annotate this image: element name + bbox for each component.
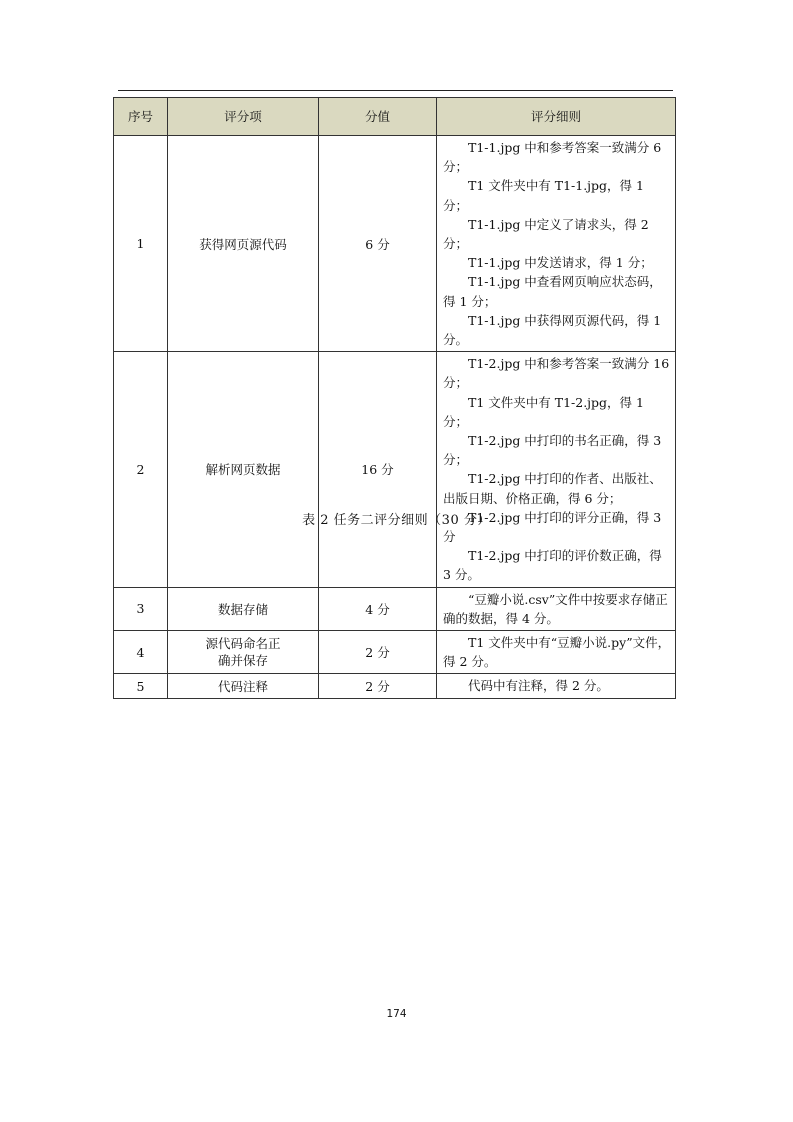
row-item: 获得网页源代码: [168, 136, 319, 352]
rule-line: T1-2.jpg 中和参考答案一致满分 16 分；: [443, 356, 670, 391]
rule-line: T1-2.jpg 中打印的书名正确，得 3 分；: [443, 433, 662, 468]
row-rules: [437, 631, 676, 674]
scoring-table: [113, 97, 676, 699]
rule-line: T1-2.jpg 中打印的评价数正确，得 3 分。: [443, 548, 662, 583]
row-item: 源代码命名正确并保存: [168, 631, 319, 674]
rule-line: T1-2.jpg 中打印的评分正确，得 3 分: [443, 509, 662, 545]
table-row: [114, 587, 676, 630]
row-score: 2 分: [319, 631, 437, 674]
table-row: [114, 674, 676, 698]
row-rules: [437, 674, 676, 698]
row-score: 6 分: [319, 136, 437, 352]
row-no: 2: [114, 352, 168, 587]
header-row: [114, 98, 676, 136]
rule-line: T1 文件夹中有 T1-1.jpg，得 1 分；: [443, 178, 644, 213]
page-number: 174: [386, 1008, 407, 1020]
rule-line: T1-1.jpg 中定义了请求头，得 2 分；: [443, 216, 649, 252]
row-score: 16 分: [319, 352, 437, 587]
rule-line: T1-1.jpg 中获得网页源代码，得 1 分。: [443, 312, 662, 348]
rule-line: T1 文件夹中有 T1-2.jpg，得 1 分；: [443, 394, 644, 429]
row-item: 解析网页数据: [168, 352, 319, 587]
rule-line: “豆瓣小说.csv”文件中按要求存储正确的数据，得 4 分。: [443, 591, 668, 626]
row-item: 代码注释: [168, 674, 319, 698]
row-rules: [437, 136, 676, 352]
header-no: 序号: [114, 98, 168, 136]
row-rules: [437, 587, 676, 630]
rule-line: T1-1.jpg 中发送请求，得 1 分；: [468, 255, 653, 271]
row-score: 2 分: [319, 674, 437, 698]
header-item: 评分项: [168, 98, 319, 136]
row-no: 1: [114, 136, 168, 352]
row-item: 数据存储: [168, 587, 319, 630]
row-no: 5: [114, 674, 168, 698]
header-rules: 评分细则: [437, 98, 676, 136]
table-row: [114, 631, 676, 674]
table-row: [114, 352, 676, 587]
rule-line: T1-1.jpg 中和参考答案一致满分 6 分；: [443, 140, 662, 175]
header-rule: [118, 90, 673, 91]
row-rules: [437, 352, 676, 587]
table-caption: 表 2 任务二评分细则（30 分）: [302, 513, 491, 528]
rule-line: 代码中有注释，得 2 分。: [468, 678, 609, 694]
table-row: [114, 136, 676, 352]
header-score: 分值: [319, 98, 437, 136]
rule-line: T1-1.jpg 中查看网页响应状态码，得 1 分；: [443, 274, 662, 309]
row-score: 4 分: [319, 587, 437, 630]
rule-line: T1 文件夹中有“豆瓣小说.py”文件，得 2 分。: [443, 635, 671, 670]
row-no: 3: [114, 587, 168, 630]
rule-line: T1-2.jpg 中打印的作者、出版社、出版日期、价格正确，得 6 分；: [443, 471, 662, 506]
row-no: 4: [114, 631, 168, 674]
